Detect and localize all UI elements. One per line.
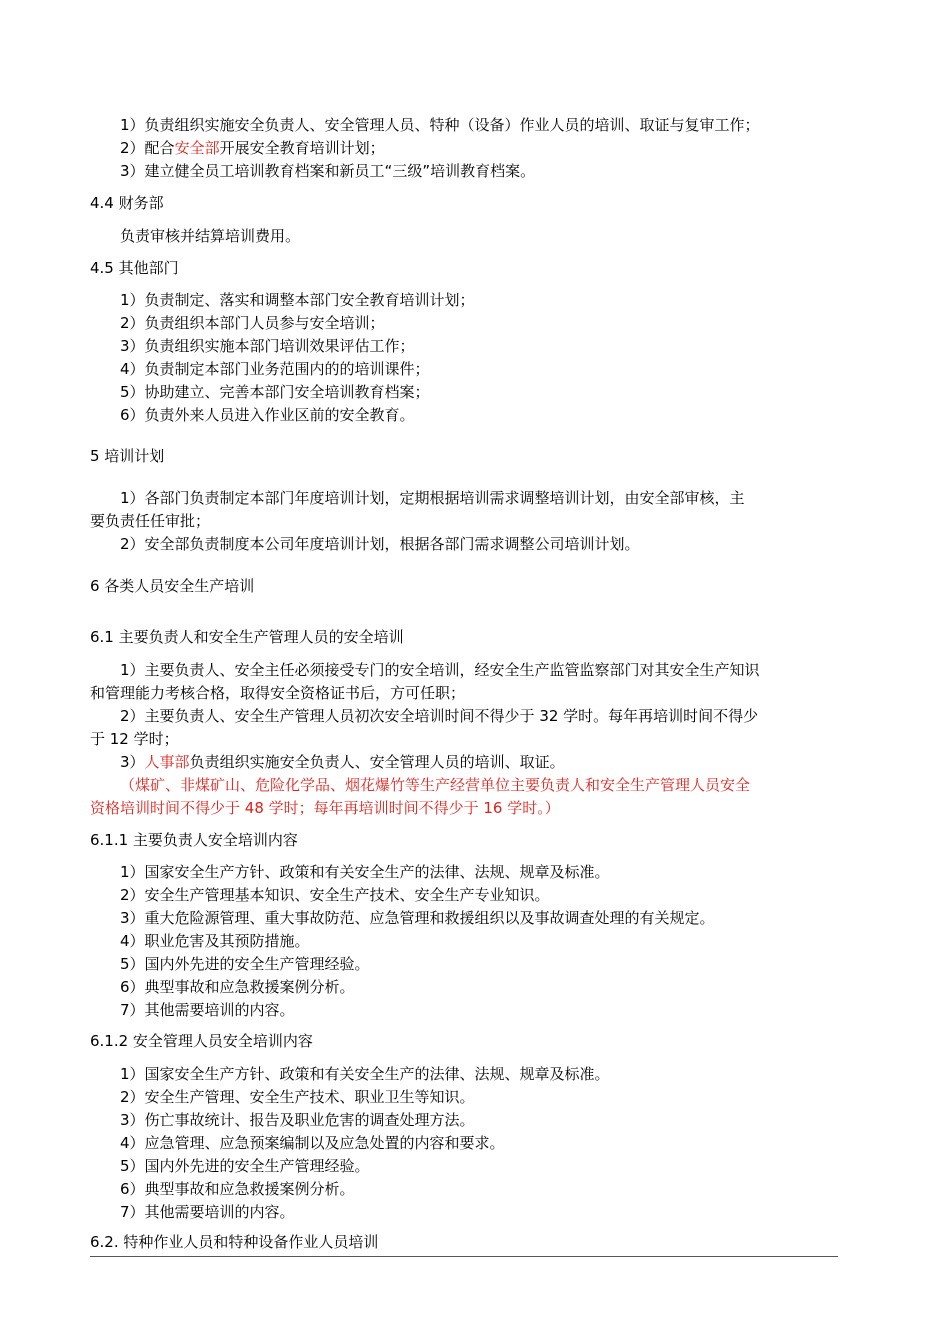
- list-item: 7）其他需要培训的内容。: [120, 1203, 295, 1221]
- paragraph: 1）主要负责人、安全主任必须接受专门的安全培训，经安全生产监管监察部门对其安全生产知识: [120, 661, 760, 679]
- list-item: 6）典型事故和应急救援案例分析。: [120, 978, 355, 996]
- highlight-dept: 人事部: [144, 753, 190, 771]
- paragraph: 1）各部门负责制定本部门年度培训计划，定期根据培训需求调整培训计划，由安全部审核，主: [120, 489, 745, 507]
- list-item: 3）重大危险源管理、重大事故防范、应急管理和救援组织以及事故调查处理的有关规定。: [120, 909, 715, 927]
- list-item: 3）建立健全员工培训教育档案和新员工“三级”培训教育档案。: [120, 162, 536, 180]
- list-item: 5）国内外先进的安全生产管理经验。: [120, 955, 370, 973]
- list-item: 2）安全生产管理、安全生产技术、职业卫生等知识。: [120, 1088, 475, 1106]
- paragraph: 和管理能力考核合格，取得安全资格证书后，方可任职；: [90, 684, 466, 702]
- paragraph: 2）安全部负责制度本公司年度培训计划，根据各部门需求调整公司培训计划。: [120, 535, 640, 553]
- list-item: 5）协助建立、完善本部门安全培训教育档案；: [120, 383, 430, 401]
- list-item: 6）负责外来人员进入作业区前的安全教育。: [120, 406, 415, 424]
- list-item: 5）国内外先进的安全生产管理经验。: [120, 1157, 370, 1175]
- section-heading-6-1: 6.1 主要负责人和安全生产管理人员的安全培训: [90, 628, 404, 646]
- list-item: 7）其他需要培训的内容。: [120, 1001, 295, 1019]
- list-item: 6）典型事故和应急救援案例分析。: [120, 1180, 355, 1198]
- highlight-dept: 安全部: [174, 139, 220, 157]
- list-item: 4）职业危害及其预防措施。: [120, 932, 310, 950]
- paragraph: 于 12 学时；: [90, 730, 179, 748]
- paragraph: 要负责任任审批；: [90, 512, 211, 530]
- section-heading-4-5: 4.5 其他部门: [90, 259, 179, 277]
- section-heading-6-2: 6.2. 特种作业人员和特种设备作业人员培训: [90, 1233, 379, 1251]
- list-item: 1）负责制定、落实和调整本部门安全教育培训计划；: [120, 291, 475, 309]
- note-red: （煤矿、非煤矿山、危险化学品、烟花爆竹等生产经营单位主要负责人和安全生产管理人员安全: [120, 776, 751, 794]
- list-item: 2）负责组织本部门人员参与安全培训；: [120, 314, 385, 332]
- footer-divider: [90, 1256, 838, 1257]
- section-heading-4-4: 4.4 财务部: [90, 194, 164, 212]
- list-item: 3）伤亡事故统计、报告及职业危害的调查处理方法。: [120, 1111, 475, 1129]
- paragraph: 负责审核并结算培训费用。: [120, 227, 301, 245]
- list-item: 3）负责组织实施本部门培训效果评估工作；: [120, 337, 415, 355]
- list-item: 2）配合安全部开展安全教育培训计划；: [120, 139, 385, 157]
- section-heading-5: 5 培训计划: [90, 447, 165, 465]
- note-red: 资格培训时间不得少于 48 学时；每年再培训时间不得少于 16 学时。）: [90, 799, 560, 817]
- section-heading-6-1-2: 6.1.2 安全管理人员安全培训内容: [90, 1032, 313, 1050]
- section-heading-6-1-1: 6.1.1 主要负责人安全培训内容: [90, 831, 298, 849]
- list-item: 1）负责组织实施安全负责人、安全管理人员、特种（设备）作业人员的培训、取证与复审工作；: [120, 116, 760, 134]
- list-item: 1）国家安全生产方针、政策和有关安全生产的法律、法规、规章及标准。: [120, 1065, 610, 1083]
- list-item: 1）国家安全生产方针、政策和有关安全生产的法律、法规、规章及标准。: [120, 863, 610, 881]
- list-item: 4）应急管理、应急预案编制以及应急处置的内容和要求。: [120, 1134, 505, 1152]
- list-item: 4）负责制定本部门业务范围内的的培训课件；: [120, 360, 430, 378]
- section-heading-6: 6 各类人员安全生产培训: [90, 577, 255, 595]
- paragraph: 3）人事部负责组织实施安全负责人、安全管理人员的培训、取证。: [120, 753, 565, 771]
- list-item: 2）安全生产管理基本知识、安全生产技术、安全生产专业知识。: [120, 886, 550, 904]
- paragraph: 2）主要负责人、安全生产管理人员初次安全培训时间不得少于 32 学时。每年再培训时间不得少: [120, 707, 759, 725]
